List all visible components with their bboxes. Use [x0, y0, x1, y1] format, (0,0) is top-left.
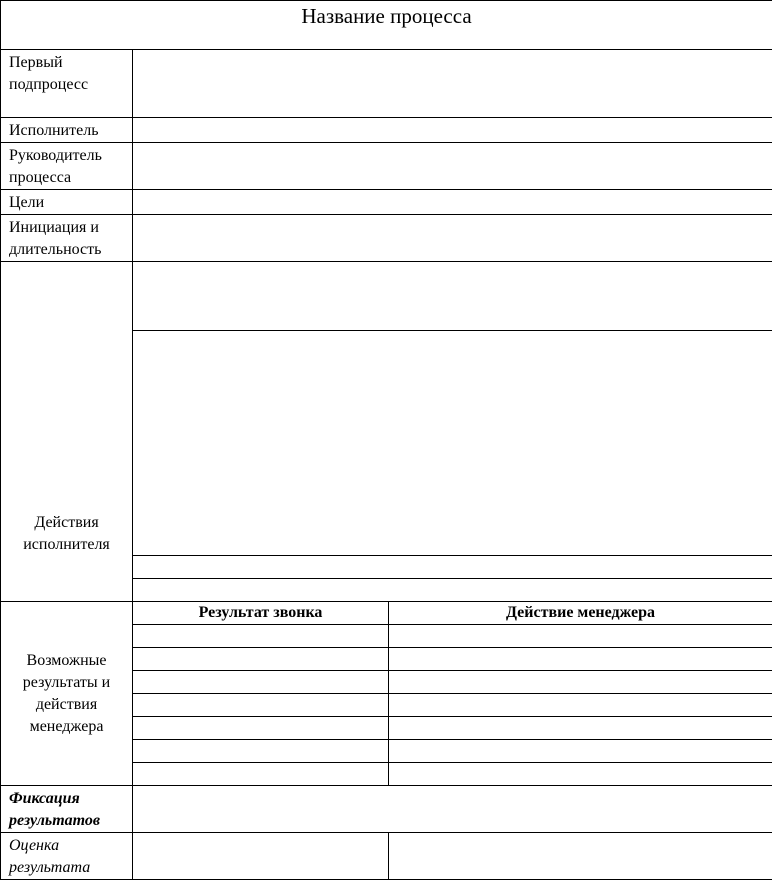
call-result-cell[interactable]	[133, 625, 389, 648]
call-result-cell[interactable]	[133, 671, 389, 694]
call-result-cell[interactable]	[133, 717, 389, 740]
call-result-cell[interactable]	[133, 763, 389, 786]
manager-action-cell[interactable]	[389, 740, 772, 763]
executor-label: Исполнитель	[1, 118, 133, 143]
goals-value[interactable]	[133, 190, 772, 215]
executor-action-cell-4[interactable]	[133, 579, 772, 602]
first-subprocess-value[interactable]	[133, 50, 772, 118]
call-result-cell[interactable]	[133, 740, 389, 763]
result-evaluation-value-2[interactable]	[389, 833, 772, 880]
executor-action-cell-1[interactable]	[133, 262, 772, 331]
manager-action-cell[interactable]	[389, 717, 772, 740]
executor-action-cell-2[interactable]	[133, 331, 772, 556]
call-result-cell[interactable]	[133, 648, 389, 671]
process-manager-value[interactable]	[133, 143, 772, 190]
executor-value[interactable]	[133, 118, 772, 143]
manager-action-cell[interactable]	[389, 671, 772, 694]
initiation-duration-label: Инициация и длительность	[1, 215, 133, 262]
executor-actions-label: Действия исполнителя	[1, 262, 133, 602]
results-fixation-value[interactable]	[133, 786, 772, 833]
result-evaluation-label: Оценка результата	[1, 833, 133, 880]
initiation-duration-value[interactable]	[133, 215, 772, 262]
manager-action-cell[interactable]	[389, 625, 772, 648]
first-subprocess-label: Первый подпроцесс	[1, 50, 133, 118]
process-title: Название процесса	[1, 1, 772, 50]
executor-action-cell-3[interactable]	[133, 556, 772, 579]
manager-action-cell[interactable]	[389, 763, 772, 786]
manager-action-header: Действие менеджера	[389, 602, 772, 625]
process-manager-label: Руководитель процесса	[1, 143, 133, 190]
possible-results-label: Возможные результаты и действия менеджера	[1, 602, 133, 786]
call-result-cell[interactable]	[133, 694, 389, 717]
goals-label: Цели	[1, 190, 133, 215]
manager-action-cell[interactable]	[389, 648, 772, 671]
manager-action-cell[interactable]	[389, 694, 772, 717]
result-evaluation-value-1[interactable]	[133, 833, 389, 880]
call-result-header: Результат звонка	[133, 602, 389, 625]
results-fixation-label: Фиксация результатов	[1, 786, 133, 833]
